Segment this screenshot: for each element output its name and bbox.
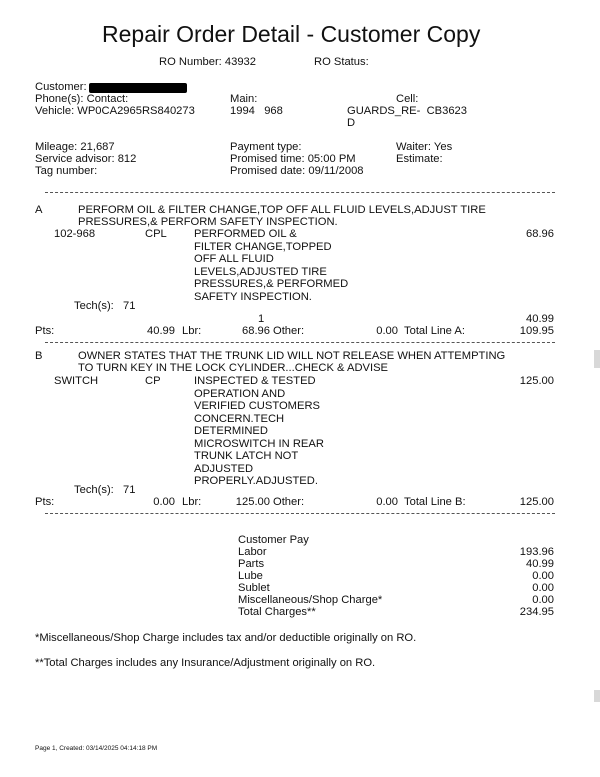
note-misc-charge: *Miscellaneous/Shop Charge includes tax and/or deductible originally on RO. bbox=[35, 632, 417, 644]
work-line: FILTER CHANGE,TOPPED bbox=[194, 240, 332, 253]
main-label: Main: bbox=[230, 93, 258, 105]
work-performed bbox=[194, 228, 348, 303]
line-description-cont: TO TURN KEY IN THE LOCK CYLINDER...CHECK & ADVISE bbox=[78, 362, 389, 374]
summary-label-lube: Lube bbox=[238, 570, 263, 582]
work-line: PROPERLY.ADJUSTED. bbox=[194, 475, 318, 487]
pts-label: Pts: bbox=[35, 496, 55, 508]
summary-value-misc: 0.00 bbox=[532, 594, 554, 606]
scan-edge-mark bbox=[594, 690, 600, 702]
techs-label: Tech(s): bbox=[74, 300, 114, 312]
line-letter: A bbox=[35, 204, 43, 216]
summary-heading: Customer Pay bbox=[238, 534, 309, 546]
note-total-charges: **Total Charges includes any Insurance/Adjustment originally on RO. bbox=[35, 657, 376, 669]
summary-value-lube: 0.00 bbox=[532, 570, 554, 582]
lbr-label: Lbr: bbox=[182, 496, 202, 508]
line-description: OWNER STATES THAT THE TRUNK LID WILL NOT RELEASE WHEN ATTEMPTING bbox=[78, 350, 506, 362]
summary-label-total: Total Charges** bbox=[238, 606, 316, 618]
payment-type: Payment type: bbox=[230, 141, 302, 153]
op-code: 102-968 bbox=[54, 228, 96, 240]
page-title: Repair Order Detail - Customer Copy bbox=[102, 21, 481, 47]
work-line: CONCERN.TECH bbox=[194, 412, 285, 425]
work-line: MICROSWITCH IN REAR bbox=[194, 437, 324, 450]
pts-label: Pts: bbox=[35, 325, 55, 337]
total-line-value: 125.00 bbox=[519, 496, 554, 508]
work-line: VERIFIED CUSTOMERS bbox=[194, 400, 320, 412]
divider bbox=[45, 513, 555, 514]
op-type: CPL bbox=[145, 228, 167, 240]
summary-label-labor: Labor bbox=[238, 546, 267, 558]
lbr-value: 68.96 bbox=[242, 325, 270, 337]
work-line: SAFETY INSPECTION. bbox=[194, 290, 312, 303]
work-line: TRUNK LATCH NOT bbox=[194, 450, 299, 462]
total-line-label: Total Line A: bbox=[404, 325, 465, 337]
ro-status: RO Status: bbox=[314, 56, 369, 68]
tag-number: Tag number: bbox=[35, 165, 98, 177]
line-letter: B bbox=[35, 350, 43, 362]
work-line: OPERATION AND bbox=[194, 387, 286, 400]
op-code: SWITCH bbox=[54, 375, 99, 387]
scan-edge-mark bbox=[594, 350, 600, 368]
labor-amount: 68.96 bbox=[526, 228, 554, 240]
lbr-value: 125.00 bbox=[235, 496, 270, 508]
work-line: INSPECTED & TESTED bbox=[194, 375, 316, 387]
techs-value: 71 bbox=[123, 300, 136, 312]
mileage: Mileage: 21,687 bbox=[35, 141, 115, 153]
work-line: PRESSURES,& PERFORMED bbox=[194, 278, 349, 290]
part-amount: 40.99 bbox=[526, 313, 554, 325]
estimate: Estimate: bbox=[396, 153, 443, 165]
page-footer: Page 1, Created: 03/14/2025 04:14:18 PM bbox=[35, 745, 158, 752]
promised-date: Promised date: 09/11/2008 bbox=[230, 165, 364, 177]
summary-label-sublet: Sublet bbox=[238, 582, 270, 594]
summary-value-labor: 193.96 bbox=[519, 546, 554, 558]
customer-label: Customer: bbox=[35, 81, 87, 93]
labor-amount: 125.00 bbox=[519, 375, 554, 387]
promised-time: Promised time: 05:00 PM bbox=[230, 153, 356, 165]
techs-label: Tech(s): bbox=[74, 484, 114, 496]
cell-label: Cell: bbox=[396, 93, 419, 105]
divider bbox=[45, 192, 555, 193]
summary-label-parts: Parts bbox=[238, 558, 265, 570]
main-value: 1994 968 bbox=[230, 105, 283, 117]
line-description-cont: PRESSURES,& PERFORM SAFETY INSPECTION. bbox=[78, 216, 338, 228]
op-type: CP bbox=[145, 375, 161, 387]
work-performed bbox=[194, 375, 324, 488]
other-label: Other: bbox=[273, 325, 305, 337]
vehicle-label: Vehicle: WP0CA2965RS840273 bbox=[35, 105, 195, 117]
cell-value-line2: D bbox=[347, 117, 356, 129]
phone-label: Phone(s): Contact: bbox=[35, 93, 129, 105]
work-line: ADJUSTED bbox=[194, 462, 254, 475]
ro-number: RO Number: 43932 bbox=[159, 56, 257, 68]
summary-label-misc: Miscellaneous/Shop Charge* bbox=[238, 594, 383, 606]
other-value: 0.00 bbox=[376, 325, 398, 337]
other-label: Other: bbox=[273, 496, 305, 508]
redacted-customer-name bbox=[89, 83, 187, 93]
work-line: LEVELS,ADJUSTED TIRE bbox=[194, 265, 327, 278]
total-line-value: 109.95 bbox=[519, 325, 554, 337]
divider bbox=[45, 342, 555, 343]
pts-value: 0.00 bbox=[153, 496, 175, 508]
lbr-label: Lbr: bbox=[182, 325, 202, 337]
work-line: PERFORMED OIL & bbox=[194, 228, 297, 240]
service-advisor: Service advisor: 812 bbox=[35, 153, 137, 165]
waiter: Waiter: Yes bbox=[396, 141, 453, 153]
total-line-label: Total Line B: bbox=[404, 496, 466, 508]
pts-value: 40.99 bbox=[147, 325, 175, 337]
summary-value-sublet: 0.00 bbox=[532, 582, 554, 594]
summary-value-parts: 40.99 bbox=[526, 558, 554, 570]
techs-value: 71 bbox=[123, 484, 136, 496]
line-description: PERFORM OIL & FILTER CHANGE,TOP OFF ALL FLUID LEVELS,ADJUST TIRE bbox=[78, 204, 486, 216]
other-value: 0.00 bbox=[376, 496, 398, 508]
part-qty: 1 bbox=[258, 313, 265, 325]
cell-value-line1: GUARDS_RE- CB3623 bbox=[347, 105, 467, 117]
work-line: OFF ALL FLUID bbox=[194, 253, 274, 265]
summary-value-total: 234.95 bbox=[519, 606, 554, 618]
work-line: DETERMINED bbox=[194, 425, 268, 437]
